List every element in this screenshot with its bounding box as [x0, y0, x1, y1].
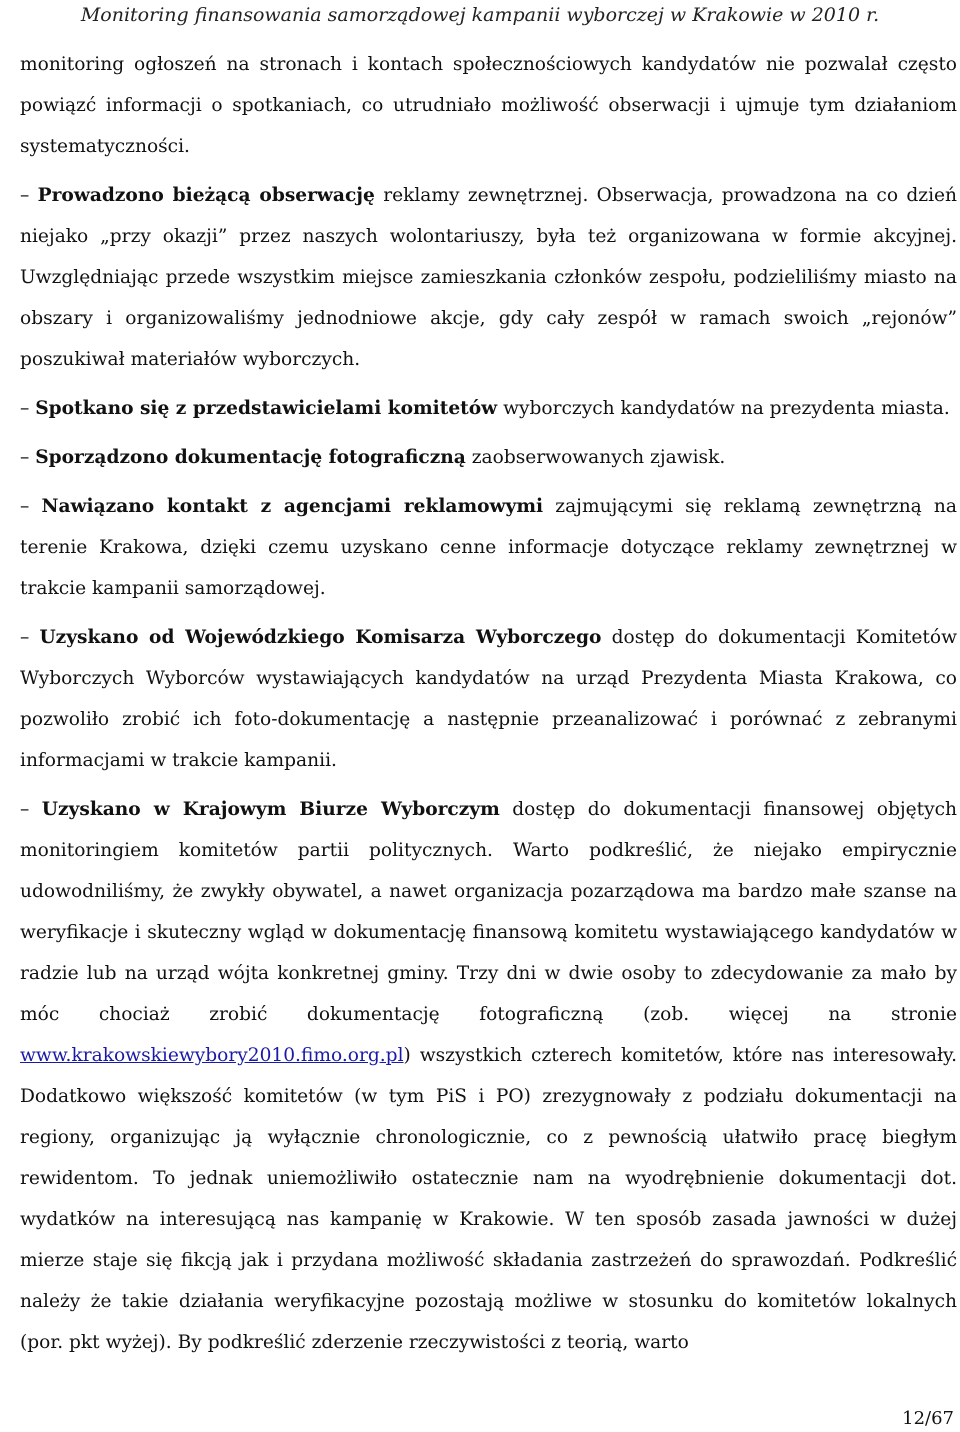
item-bold-lead: Spotkano się z przedstawicielami komitetów — [35, 398, 498, 419]
item-bold-lead: Prowadzono bieżącą obserwację — [37, 185, 375, 206]
website-link[interactable]: www.krakowskiewybory2010.fimo.org.pl — [20, 1045, 404, 1066]
item-text: ) wszystkich czterech komitetów, które nas interesowały. Dodatkowo większość komitetów (w tym PiS i PO) zrezygnowały z podziału dokumentacji na regiony, organizując ją wyłącznie chronologicznie, co z pewnością ułatwiło pracę biegłym rewidentom. To jednak uniemożliwiło ostatecznie nam na wyodrębnienie dokumentacji dot. wydatków na interesującą nas kampanię w Krakowie. W ten sposób zasada jawności w dużej mierze staje się fikcją jak i przydana możliwość składania zastrzeżeń do sprawozdań. Podkreślić należy że takie działania weryfikacyjne pozostają możliwe w stosunku do komitetów lokalnych (por. pkt wyżej). By podkreślić zderzenie rzeczywistości z teorią, warto — [20, 1045, 957, 1353]
item-bold-lead: Uzyskano od Wojewódzkiego Komisarza Wyborczego — [39, 627, 602, 648]
dash-bullet: – — [20, 627, 30, 648]
page-number: 12/67 — [902, 1408, 954, 1429]
list-item — [20, 617, 957, 781]
dash-bullet: – — [20, 799, 30, 820]
list-item — [20, 486, 957, 609]
item-text: zaobserwowanych zjawisk. — [465, 447, 726, 468]
item-bold-lead: Nawiązano kontakt z agencjami reklamowymi — [41, 496, 544, 517]
item-text: dostęp do dokumentacji Komitetów Wyborczych Wyborców wystawiających kandydatów na urząd Prezydenta Miasta Krakowa, co pozwoliło zrobić ich foto-dokumentację a następnie przeanalizować i porównać z zebranymi informacjami w trakcie kampanii. — [20, 627, 957, 771]
dash-bullet: – — [20, 185, 30, 206]
dash-bullet: – — [20, 398, 30, 419]
running-header: Monitoring finansowania samorządowej kampanii wyborczej w Krakowie w 2010 r. — [80, 4, 880, 26]
dash-bullet: – — [20, 447, 30, 468]
intro-paragraph: monitoring ogłoszeń na stronach i kontach społecznościowych kandydatów nie pozwalał często powiązć informacji o spotkaniach, co utrudniało możliwość obserwacji i ujmuje tym działaniom systematyczności. — [20, 54, 957, 157]
item-bold-lead: Uzyskano w Krajowym Biurze Wyborczym — [41, 799, 500, 820]
item-text: zajmującymi się reklamą zewnętrzną na terenie Krakowa, dzięki czemu uzyskano cenne informacje dotyczące reklamy zewnętrznej w trakcie kampanii samorządowej. — [20, 496, 957, 599]
item-text: dostęp do dokumentacji finansowej objętych monitoringiem komitetów partii politycznych. Warto podkreślić, że niejako empirycznie udowodniliśmy, że zwykły obywatel, a nawet organizacja pozarządowa ma bardzo małe szanse na weryfikacje i skuteczny wgląd w dokumentację finansową komitetu wystawiającego kandydatów w radzie lub na urząd wójta konkretnej gminy. Trzy dni w dwie osoby to zdecydowanie za mało by móc chociaż zrobić dokumentację fotograficzną (zob. więcej na stronie — [20, 799, 957, 1025]
item-text: wyborczych kandydatów na prezydenta miasta. — [497, 398, 950, 419]
dash-bullet: – — [20, 496, 30, 517]
list-item — [20, 175, 957, 380]
document-body — [20, 44, 957, 1363]
list-item — [20, 437, 957, 478]
item-text: reklamy zewnętrznej. Obserwacja, prowadzona na co dzień niejako „przy okazji” przez naszych wolontariuszy, była też organizowana w formie akcyjnej. Uwzględniając przede wszystkim miejsce zamieszkania członków zespołu, podzieliliśmy miasto na obszary i organizowaliśmy jednodniowe akcje, gdy cały zespół w ramach swoich „rejonów” poszukiwał materiałów wyborczych. — [20, 185, 957, 370]
item-bold-lead: Sporządzono dokumentację fotograficzną — [35, 447, 466, 468]
list-item — [20, 789, 957, 1363]
list-item — [20, 388, 957, 429]
